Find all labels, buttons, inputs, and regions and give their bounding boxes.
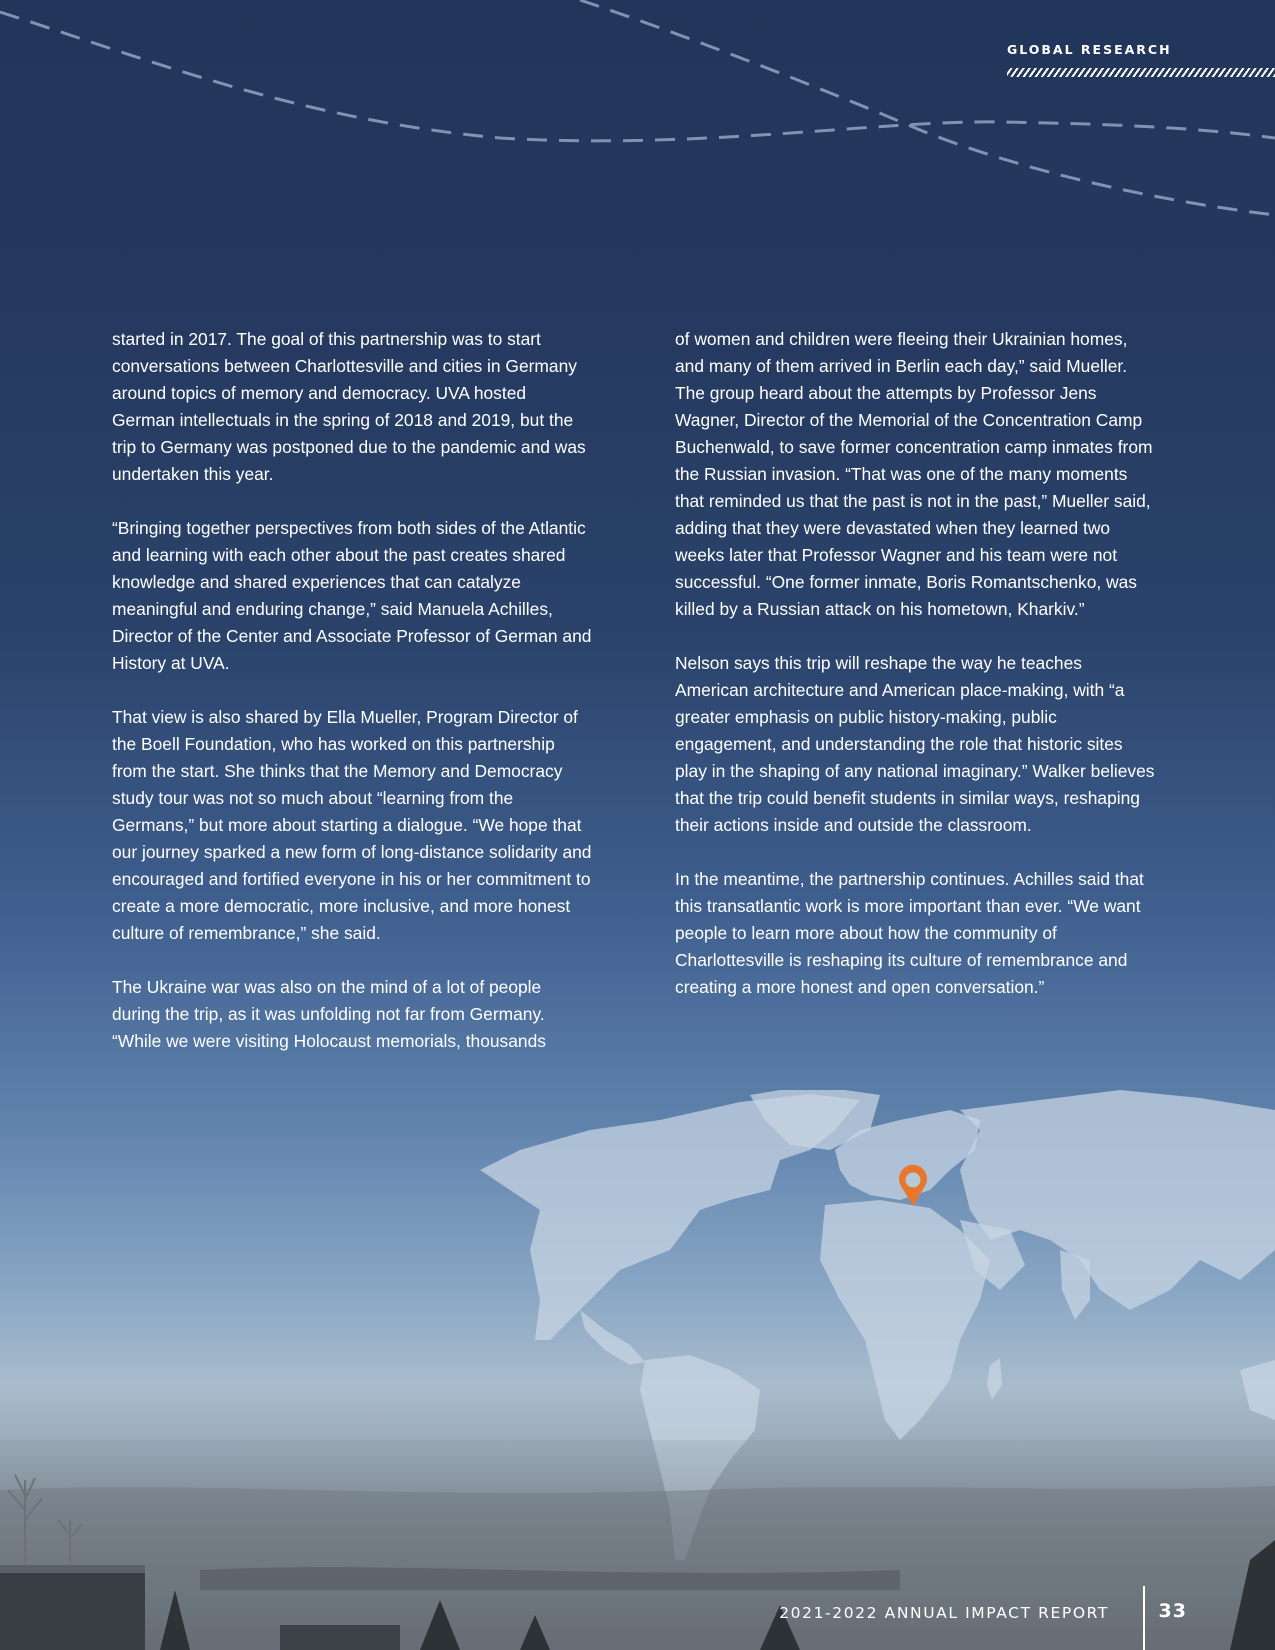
article-paragraph: of women and children were fleeing their Ukrainian homes, and many of them arrived in Berlin each day,” said Mueller. The group heard about the attempts by Professor Jens Wagner, Director of the Memorial of the Concentration Camp Buchenwald, to save former concentration camp inmates from the Russian invasion. “That was one of the many moments that reminded us that the past is not in the past,” Mueller said, adding that they were devastated when they learned two weeks later that Professor Wagner and his team were not successful. “One former inmate, Boris Romantschenko, was killed by a Russian attack on his hometown, Kharkiv.” [675,329,1153,619]
dashed-flight-path-lines [0,0,1275,260]
article-paragraph: Nelson says this trip will reshape the way he teaches American architecture and American place-making, with “a greater emphasis on public history-making, public engagement, and understanding the role that historic sites play in the shaping of any national imaginary.” Walker believes that the trip could benefit students in similar ways, reshaping their actions inside and outside the classroom. [675,653,1155,835]
article-paragraph: The Ukraine war was also on the mind of a lot of people during the trip, as it was unfolding not far from Germany. “While we were visiting Holocaust memorials, thousands [112,977,546,1051]
location-pin-icon [899,1165,927,1206]
article-paragraph: “Bringing together perspectives from both sides of the Atlantic and learning with each other about the past creates shared knowledge and shared experiences that can catalyze meaningful and enduring change,” said Manuela Achilles, Director of the Center and Associate Professor of German and History at UVA. [112,518,592,673]
page-footer [715,1582,1275,1650]
article-paragraph: That view is also shared by Ella Mueller, Program Director of the Boell Foundation, who has worked on this partnership from the start. She thinks that the Memory and Democracy study tour was not so much about “learning from the Germans,” but more about starting a dialogue. “We hope that our journey sparked a new form of long-distance solidarity and encouraged and fortified everyone in his or her commitment to create a more democratic, more inclusive, and more honest culture of remembrance,” she said. [112,707,592,943]
page-number: 33 [1158,1600,1187,1622]
article-right-column [675,326,1155,1028]
article-paragraph: In the meantime, the partnership continues. Achilles said that this transatlantic work is more important than ever. “We want people to learn more about how the community of Charlottesville is reshaping its culture of remembrance and creating a more honest and open conversation.” [675,869,1144,997]
article-paragraph: started in 2017. The goal of this partnership was to start conversations between Charlottesville and cities in Germany around topics of memory and democracy. UVA hosted German intellectuals in the spring of 2018 and 2019, but the trip to Germany was postponed due to the pandemic and was undertaken this year. [112,329,586,484]
article-left-column [112,326,592,1082]
footer-divider [1143,1586,1145,1650]
report-title: 2021-2022 ANNUAL IMPACT REPORT [779,1604,1109,1622]
hatch-pattern-bar [1007,68,1275,77]
section-label [1007,42,1275,77]
section-label-text: GLOBAL RESEARCH [1007,42,1172,57]
